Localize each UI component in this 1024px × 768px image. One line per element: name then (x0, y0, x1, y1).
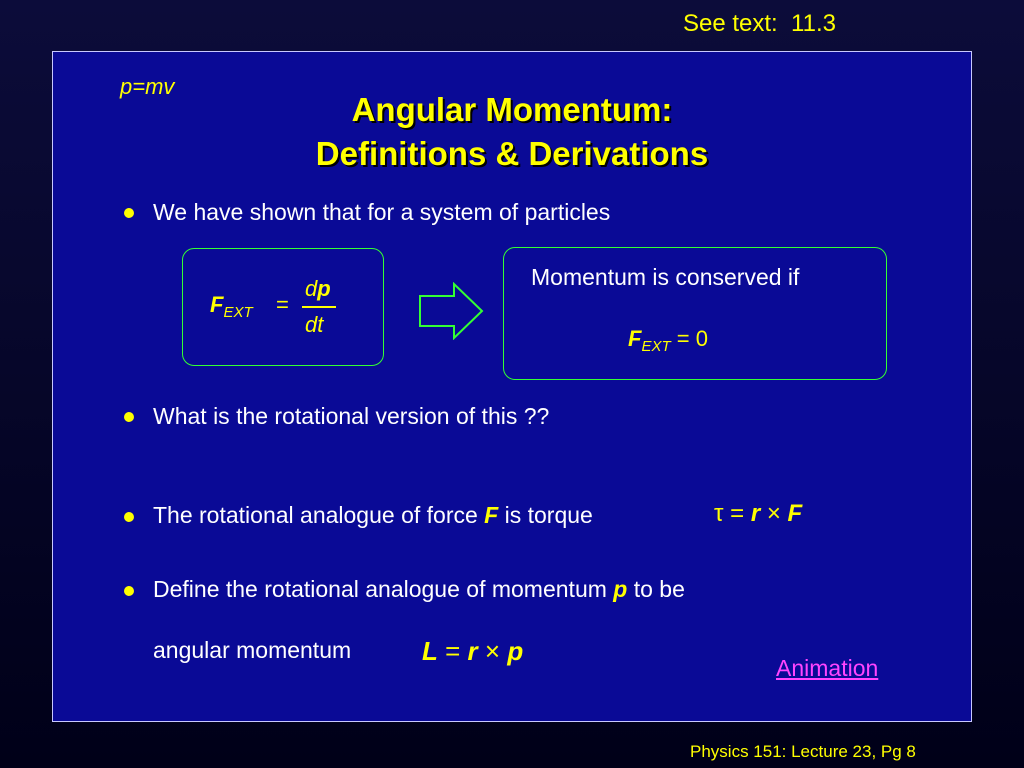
bullet-dot (124, 512, 134, 522)
momentum-formula-note: p=mv (120, 74, 175, 99)
bullet-dot (124, 208, 134, 218)
slide-title-line2: Definitions & Derivations (315, 135, 709, 172)
bullet-3-suffix: is torque (498, 502, 593, 528)
cross-product-sign: × (484, 636, 501, 666)
bullet-text-2: What is the rotational version of this ?? (153, 403, 550, 429)
bullet-text-1: We have shown that for a system of particles (153, 199, 611, 225)
implies-arrow-icon (418, 282, 486, 340)
conservation-caption: Momentum is conserved if (531, 264, 800, 290)
force-lhs (210, 292, 253, 321)
ext-subscript: EXT (223, 304, 253, 321)
slide-footer: Physics 151: Lecture 23, Pg 8 (690, 742, 916, 761)
slide-title-line1: Angular Momentum: (351, 91, 673, 128)
bullet-dot (124, 586, 134, 596)
bullet-dot (124, 412, 134, 422)
angular-momentum-symbol: L (422, 636, 438, 666)
equals-sign: = (445, 636, 461, 666)
bullet-4-prefix: Define the rotational analogue of momentum (153, 576, 614, 602)
bullet-4-suffix: to be (627, 576, 685, 602)
torque-equation (714, 500, 802, 528)
fraction-bar (302, 306, 336, 308)
cross-product-sign: × (766, 500, 781, 527)
bullet-text-4-line2: angular momentum (153, 637, 352, 663)
bullet-text-4 (153, 576, 685, 603)
fraction-numerator (305, 276, 331, 302)
differential-d: d (305, 276, 318, 301)
momentum-symbol: p (613, 576, 628, 602)
equals-sign: = (276, 292, 289, 317)
section-reference: See text: 11.3 (683, 10, 836, 37)
momentum-symbol: p (317, 276, 331, 301)
momentum-symbol: p (507, 636, 524, 666)
bullet-text-3 (153, 502, 593, 529)
ext-subscript: EXT (641, 338, 671, 355)
force-symbol: F (628, 326, 642, 351)
angular-momentum-equation (422, 636, 523, 667)
conservation-equation (628, 326, 708, 355)
force-symbol: F (484, 502, 499, 528)
tau-symbol: τ (714, 500, 724, 527)
r-vector: r (467, 636, 478, 666)
animation-link[interactable]: Animation (776, 655, 879, 681)
force-symbol: F (210, 292, 224, 317)
equals-sign: = (730, 500, 745, 527)
force-symbol: F (787, 500, 803, 527)
fraction-denominator: dt (305, 312, 324, 337)
equals-zero: = 0 (676, 326, 708, 351)
r-vector: r (750, 500, 761, 527)
bullet-3-prefix: The rotational analogue of force (153, 502, 485, 528)
